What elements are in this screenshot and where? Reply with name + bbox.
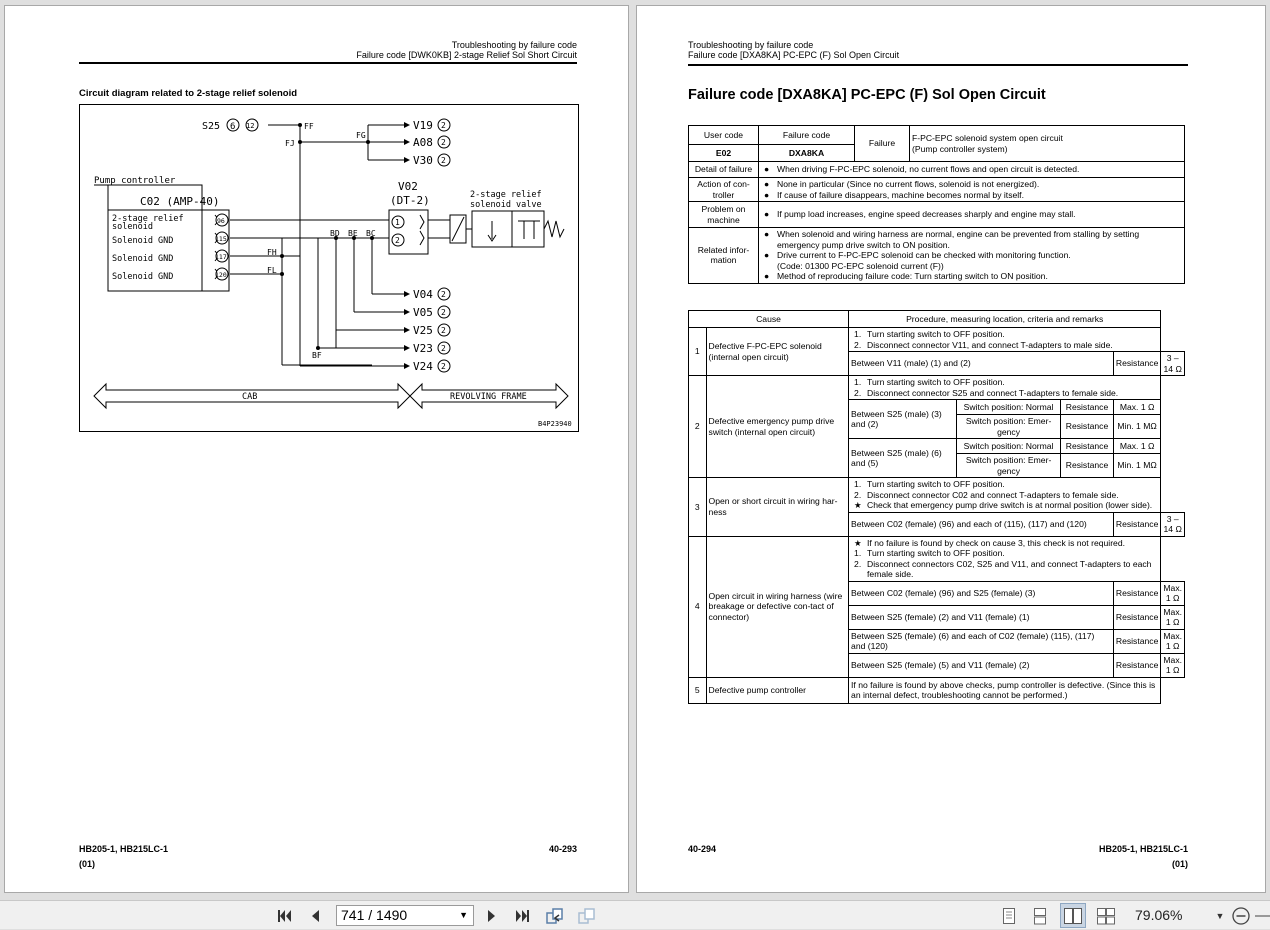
cause-3-text: Open or short circuit in wiring har-ness: [706, 478, 849, 537]
pin-96: 96: [217, 217, 225, 225]
cause-3-note: ★ Check that emergency pump drive switch is at normal position (lower side).: [854, 500, 1153, 510]
header-line1: Troubleshooting by failure code: [451, 40, 577, 50]
section-title: Circuit diagram related to 2-stage relief solenoid: [79, 88, 298, 99]
go-forward-view-button[interactable]: [575, 901, 599, 930]
c02-label: C02 (AMP-40): [140, 195, 220, 208]
page-40-293: [4, 5, 629, 893]
page-title: Failure code [DXA8KA] PC-EPC (F) Sol Open Circuit: [688, 87, 1046, 103]
cause-2-pos-emer-2: Switch position: Emer-gency: [957, 454, 1061, 478]
continuous-page-icon: [1033, 907, 1047, 925]
related-label: Related infor- mation: [689, 228, 759, 284]
cause-2-type: Resistance: [1061, 454, 1114, 478]
facing-pages-view-button[interactable]: [1060, 903, 1086, 928]
next-view-icon: [577, 907, 597, 925]
dropdown-icon[interactable]: ▼: [459, 910, 468, 920]
footer-rev: (01): [1171, 859, 1188, 869]
header-line1: Troubleshooting by failure code: [688, 40, 814, 50]
footer-page-number: 40-293: [548, 844, 577, 854]
target-v25-pin: 2: [441, 326, 446, 335]
failure-label: Failure: [855, 126, 910, 162]
label-fh: FH: [267, 248, 277, 257]
cause-4-step-1: 1. Turn starting switch to OFF position.: [854, 548, 1005, 558]
cause-1-step-1: 1. Turn starting switch to OFF position.: [854, 329, 1005, 339]
pin-115: 115: [215, 235, 227, 243]
previous-page-button[interactable]: [305, 901, 325, 930]
revolving-frame-label: REVOLVING FRAME: [450, 392, 527, 402]
cause-2-type: Resistance: [1061, 415, 1114, 439]
zoom-dropdown-icon[interactable]: ▼: [1215, 910, 1225, 921]
cause-4-measure-1: Between C02 (female) (96) and S25 (female) (3): [849, 581, 1114, 605]
target-v04: V04: [413, 288, 433, 301]
zoom-slider[interactable]: [1255, 901, 1270, 930]
cause-3-value: 3 – 14 Ω: [1161, 512, 1185, 536]
cause-2-text: Defective emergency pump drive switch (internal open circuit): [706, 376, 849, 478]
cause-2-pos-normal-2: Switch position: Normal: [957, 439, 1061, 454]
valve-label-2: solenoid valve: [470, 200, 542, 210]
cause-2-min: Min. 1 MΩ: [1113, 415, 1161, 439]
cause-4-text: Open circuit in wiring harness (wire breakage or defective con-tact of connector): [706, 536, 849, 677]
facing-continuous-view-button[interactable]: [1094, 901, 1118, 930]
v02-label: V02: [398, 180, 418, 193]
target-v24-pin: 2: [441, 362, 446, 371]
cause-2-pos-normal-1: Switch position: Normal: [957, 400, 1061, 415]
cause-1-number: 1: [689, 328, 707, 376]
zoom-out-icon: [1231, 906, 1251, 926]
figure-code: B4P23940: [538, 420, 572, 428]
related-item-1: ● When solenoid and wiring harness are normal, engine can be prevented from stalling by setting emergency pump drive switch to ON position.: [764, 229, 1140, 250]
cause-4-measure-3: Between S25 (female) (6) and each of C02 (female) (115), (117) and (120): [849, 629, 1114, 653]
action-label: Action of con- troller: [689, 178, 759, 202]
row-solenoid-gnd-1: Solenoid GND: [112, 236, 174, 246]
facing-pages-icon: [1063, 907, 1083, 925]
row-solenoid: solenoid: [112, 222, 153, 232]
single-page-view-button[interactable]: [998, 901, 1020, 930]
page-footer-right: [1099, 842, 1188, 872]
cause-2-measure-2: Between S25 (male) (6) and (5): [849, 439, 957, 478]
first-page-button[interactable]: [274, 901, 296, 930]
problem-item: ● If pump load increases, engine speed decreases sharply and engine may stall.: [764, 209, 1076, 220]
target-v19: V19: [413, 119, 433, 132]
target-v19-pin: 2: [441, 121, 446, 130]
target-v23: V23: [413, 342, 433, 355]
s25-pin-12: 12: [246, 122, 255, 130]
cause-4-type: Resistance: [1113, 605, 1161, 629]
related-item-2: ● Drive current to F-PC-EPC solenoid can be checked with monitoring function. (Code: 01300 PC-EPC solenoid current (F)): [764, 250, 1071, 271]
cause-2-measure-1: Between S25 (male) (3) and (2): [849, 400, 957, 439]
cause-2-max: Max. 1 Ω: [1113, 439, 1161, 454]
failure-info-table: [688, 125, 1185, 284]
cause-4-type: Resistance: [1113, 629, 1161, 653]
cause-4-type: Resistance: [1113, 581, 1161, 605]
cause-4-measure-4: Between S25 (female) (5) and V11 (female) (2): [849, 653, 1114, 677]
cause-5-number: 5: [689, 677, 707, 703]
header-rule: [79, 62, 577, 64]
header-line2: Failure code [DWK0KB] 2-stage Relief Sol Short Circuit: [356, 50, 577, 60]
header-line2: Failure code [DXA8KA] PC-EPC (F) Sol Open Circuit: [688, 50, 900, 60]
cause-table: [688, 310, 1185, 704]
cause-3-number: 3: [689, 478, 707, 537]
dt2-label: (DT-2): [390, 194, 430, 207]
continuous-view-button[interactable]: [1029, 901, 1051, 930]
last-page-button[interactable]: [511, 901, 533, 930]
cause-2-min: Min. 1 MΩ: [1113, 454, 1161, 478]
pin-117: 117: [215, 253, 227, 261]
cause-2-step-1: 1. Turn starting switch to OFF position.: [854, 377, 1005, 387]
cause-3-type: Resistance: [1113, 512, 1161, 536]
previous-view-icon: [545, 907, 565, 925]
cause-4-value: Max. 1 Ω: [1161, 629, 1185, 653]
chevron-left-icon: [309, 908, 321, 924]
cause-4-note: ★ If no failure is found by check on cause 3, this check is not required.: [854, 537, 1126, 548]
cause-4-measure-2: Between S25 (female) (2) and V11 (female) (1): [849, 605, 1114, 629]
cause-1-text: Defective F-PC-EPC solenoid (internal open circuit): [706, 328, 849, 376]
procedure-header: Procedure, measuring location, criteria and remarks: [849, 311, 1161, 328]
page-number-input[interactable]: [336, 905, 474, 926]
circuit-diagram: [79, 104, 579, 432]
cause-4-value: Max. 1 Ω: [1161, 653, 1185, 677]
cause-1-type: Resistance: [1113, 352, 1161, 376]
footer-page-number: 40-294: [688, 844, 717, 854]
footer-rev: (01): [79, 859, 96, 869]
label-bd: BD: [330, 229, 340, 238]
target-v05: V05: [413, 306, 433, 319]
cause-1-value: 3 – 14 Ω: [1161, 352, 1185, 376]
target-v25: V25: [413, 324, 433, 337]
related-item-3: ● Method of reproducing failure code: Turn starting switch to ON position.: [764, 271, 1048, 281]
page-header: [356, 40, 577, 60]
footer-model: HB205-1, HB215LC-1: [1098, 844, 1188, 854]
pin-120: 120: [215, 271, 227, 279]
page-footer-left: [79, 842, 168, 872]
target-v30-pin: 2: [441, 156, 446, 165]
cause-4-value: Max. 1 Ω: [1161, 605, 1185, 629]
cause-4-value: Max. 1 Ω: [1161, 581, 1185, 605]
target-v05-pin: 2: [441, 308, 446, 317]
cause-5-text: Defective pump controller: [706, 677, 849, 703]
v02-pin-1: 1: [395, 218, 400, 227]
go-back-view-button[interactable]: [543, 901, 567, 930]
label-bc: BC: [366, 229, 376, 238]
cause-3-step-2: 2. Disconnect connector C02 and connect T-adapters to female side.: [854, 489, 1119, 500]
cause-2-number: 2: [689, 376, 707, 478]
cause-2-pos-emer-1: Switch position: Emer-gency: [957, 415, 1061, 439]
row-solenoid-gnd-3: Solenoid GND: [112, 272, 174, 282]
action-item-1: ● None in particular (Since no current flows, solenoid is not energized).: [764, 179, 1040, 189]
header-rule: [688, 64, 1188, 66]
s25-label: S25: [202, 121, 221, 132]
cause-4-type: Resistance: [1113, 653, 1161, 677]
single-page-icon: [1002, 907, 1016, 925]
cause-3-step-1: 1. Turn starting switch to OFF position.: [854, 479, 1005, 489]
cause-4-step-2: 2. Disconnect connectors C02, S25 and V11, and connect T-adapters to each female side.: [854, 558, 1152, 579]
cause-header: Cause: [689, 311, 849, 328]
failure-desc-2: (Pump controller system): [912, 143, 1008, 154]
cause-2-type: Resistance: [1061, 439, 1114, 454]
facing-continuous-icon: [1096, 907, 1116, 925]
label-ff: FF: [304, 122, 314, 131]
row-solenoid-gnd-2: Solenoid GND: [112, 254, 174, 264]
label-bf: BF: [312, 351, 322, 360]
detail-label: Detail of failure: [689, 162, 759, 178]
viewer-toolbar: [0, 900, 1270, 929]
page-40-294: [636, 5, 1266, 893]
target-v23-pin: 2: [441, 344, 446, 353]
chevron-right-icon: [486, 908, 498, 924]
failure-description: [910, 126, 1185, 162]
cause-1-step-2: 2. Disconnect connector V11, and connect T-adapters to male side.: [854, 339, 1113, 350]
circuit-diagram-svg: [80, 105, 578, 431]
zoom-slider-track[interactable]: [1255, 915, 1270, 917]
cause-1-measure: Between V11 (male) (1) and (2): [849, 352, 1114, 376]
page-header: [688, 40, 899, 60]
page-number-value: 741 / 1490: [341, 907, 408, 923]
failure-desc-1: F-PC-EPC solenoid system open circuit: [912, 133, 1063, 143]
target-a08: A08: [413, 136, 433, 149]
label-fg: FG: [356, 131, 366, 140]
row-2stage-relief: 2-stage relief: [112, 214, 184, 224]
action-item-2: ● If cause of failure disappears, machine becomes normal by itself.: [764, 189, 1024, 200]
v02-pin-2: 2: [395, 236, 400, 245]
zoom-level[interactable]: 79.06%: [1135, 907, 1183, 923]
last-page-icon: [514, 908, 530, 924]
footer-model: HB205-1, HB215LC-1: [79, 844, 169, 854]
cause-5-procedure: If no failure is found by above checks, pump controller is defective. (Since this is an internal defect, troubleshooting cannot be performed.): [849, 677, 1161, 703]
cause-3-measure: Between C02 (female) (96) and each of (115), (117) and (120): [849, 512, 1114, 536]
zoom-out-button[interactable]: [1229, 901, 1253, 930]
cause-2-step-2: 2. Disconnect connector S25 and connect T-adapters to female side.: [854, 387, 1119, 398]
s25-pin-6: 6: [230, 122, 236, 132]
target-v04-pin: 2: [441, 290, 446, 299]
next-page-button[interactable]: [482, 901, 502, 930]
valve-label-1: 2-stage relief: [470, 190, 542, 200]
target-v30: V30: [413, 154, 433, 167]
cause-4-number: 4: [689, 536, 707, 677]
failure-code-label: Failure code: [759, 126, 855, 145]
cab-label: CAB: [242, 392, 258, 402]
failure-code-value: DXA8KA: [759, 145, 855, 162]
label-fl: FL: [267, 266, 277, 275]
cause-2-max: Max. 1 Ω: [1113, 400, 1161, 415]
problem-label: Problem on machine: [689, 202, 759, 228]
user-code-value: E02: [689, 145, 759, 162]
detail-item: ● When driving F-PC-EPC solenoid, no current flows and open circuit is detected.: [764, 164, 1080, 175]
target-a08-pin: 2: [441, 138, 446, 147]
cause-2-type: Resistance: [1061, 400, 1114, 415]
label-be: BE: [348, 229, 358, 238]
target-v24: V24: [413, 360, 433, 373]
first-page-icon: [277, 908, 293, 924]
user-code-label: User code: [689, 126, 759, 145]
label-fj: FJ: [285, 139, 295, 148]
pump-controller-label: Pump controller: [94, 176, 176, 186]
